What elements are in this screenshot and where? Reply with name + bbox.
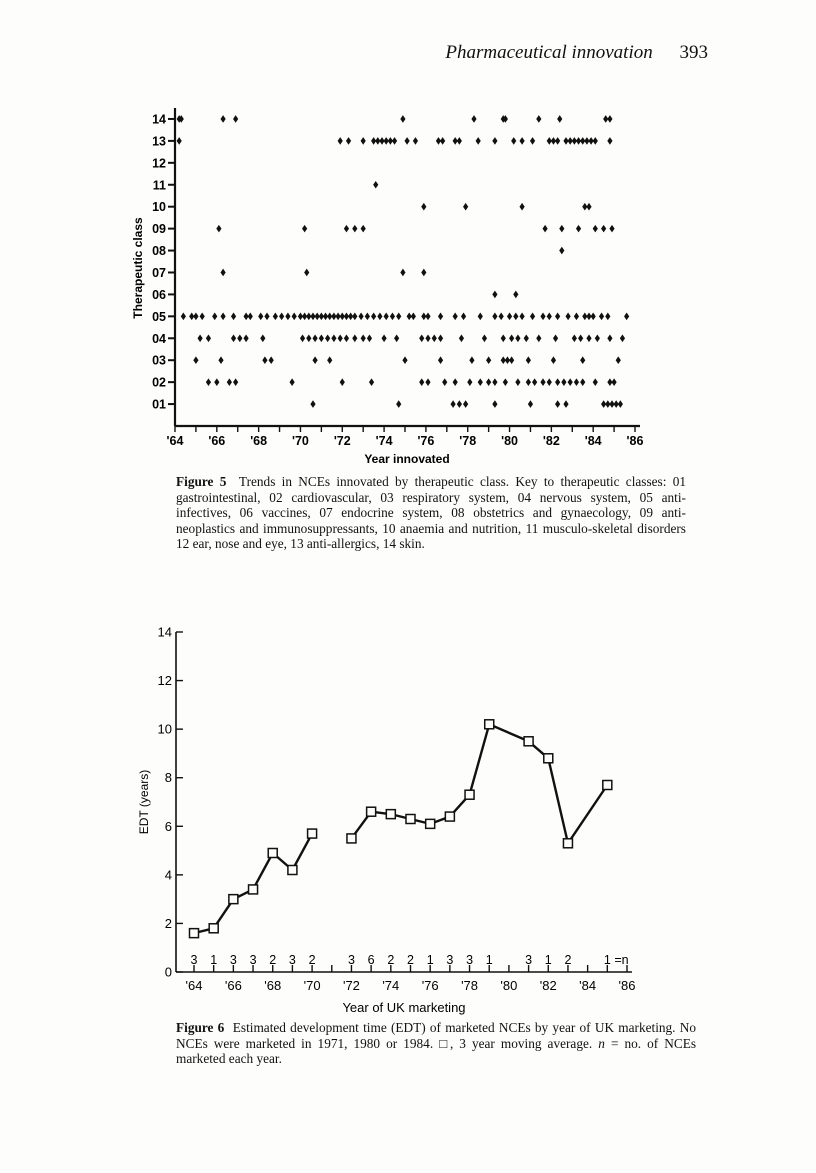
figure5-data-point: [601, 225, 606, 233]
figure5-data-point: [438, 313, 443, 321]
figure6-caption-n: n: [598, 1035, 605, 1051]
figure5-data-point: [390, 313, 395, 321]
figure5-data-point: [438, 356, 443, 364]
figure5-data-point: [593, 378, 598, 386]
figure5-data-point: [212, 313, 217, 321]
figure6-x-tick-label: '68: [264, 978, 282, 993]
figure5-data-point: [381, 334, 386, 342]
figure5-data-point: [361, 137, 366, 145]
figure5-data-point: [206, 378, 211, 386]
figure5-data-point: [425, 334, 430, 342]
figure5-data-point: [593, 137, 598, 145]
figure5-data-point: [536, 334, 541, 342]
figure6-n-label: 1: [485, 952, 493, 967]
figure5-y-tick-label: 07: [152, 265, 166, 280]
figure5-x-tick-label: '68: [250, 434, 268, 448]
figure5-data-point: [216, 225, 221, 233]
figure5-data-point: [338, 137, 343, 145]
figure5-data-point: [515, 378, 520, 386]
figure6-y-tick-label: 6: [164, 818, 172, 834]
figure5-data-point: [519, 313, 524, 321]
figure5-x-tick-label: '76: [417, 434, 435, 448]
figure6-data-point: [524, 737, 533, 746]
figure5-data-point: [193, 313, 198, 321]
figure5-data-point: [509, 356, 514, 364]
figure6-y-tick-label: 0: [164, 964, 172, 980]
figure6-caption-text-1: Estimated development time (EDT) of marketed NCEs by year of UK marketing. No NCEs were marketed in 1971, 1980 or 1984.: [176, 1020, 696, 1051]
figure5-data-point: [586, 334, 591, 342]
figure5-data-point: [338, 334, 343, 342]
figure5-data-point: [515, 334, 520, 342]
figure6-data-point: [367, 807, 376, 816]
figure6-x-tick-label: '70: [303, 978, 321, 993]
figure5-y-tick-label: 11: [152, 178, 166, 193]
figure5-data-point: [214, 378, 219, 386]
figure5-data-point: [540, 313, 545, 321]
figure6-x-tick-label: '64: [185, 978, 203, 993]
figure5-data-point: [580, 356, 585, 364]
figure5-data-point: [181, 313, 186, 321]
figure5-data-point: [373, 181, 378, 189]
figure5-data-point: [530, 313, 535, 321]
figure5-data-point: [344, 225, 349, 233]
figure5-data-point: [607, 137, 612, 145]
figure5-x-tick-label: '78: [459, 434, 477, 448]
figure5-data-point: [507, 313, 512, 321]
figure5-label: Figure 5: [176, 474, 227, 489]
figure6-y-tick-label: 10: [157, 721, 172, 737]
figure5-data-point: [231, 313, 236, 321]
figure5-data-point: [442, 378, 447, 386]
figure5-data-point: [292, 313, 297, 321]
figure5-data-point: [325, 334, 330, 342]
figure5-data-point: [220, 269, 225, 277]
figure5-y-tick-label: 06: [152, 287, 166, 302]
figure5-data-point: [553, 334, 558, 342]
figure5-data-point: [340, 378, 345, 386]
figure6-line-chart: [120, 620, 660, 1020]
figure5-data-point: [419, 378, 424, 386]
figure6-x-axis-label: Year of UK marketing: [342, 1000, 466, 1015]
figure5-data-point: [206, 334, 211, 342]
figure5-axes: [175, 108, 640, 426]
figure5-y-axis-label: Therapeutic class: [131, 217, 145, 319]
figure5-data-point: [607, 334, 612, 342]
figure5-data-point: [404, 137, 409, 145]
figure5-data-point: [419, 334, 424, 342]
figure5-data-point: [411, 313, 416, 321]
figure5-data-point: [459, 334, 464, 342]
figure5-data-point: [530, 137, 535, 145]
figure5-y-tick-label: 01: [152, 397, 166, 412]
figure6-data-point: [563, 839, 572, 848]
figure5-data-point: [492, 291, 497, 299]
figure5-x-axis-label: Year innovated: [364, 452, 450, 466]
figure6-n-label: 3: [347, 952, 355, 967]
square-icon: □: [439, 1035, 450, 1051]
figure5-data-point: [478, 313, 483, 321]
figure6-n-label: 2: [387, 952, 395, 967]
figure6-n-label: 3: [466, 952, 474, 967]
figure6-data-point: [603, 781, 612, 790]
figure5-data-point: [540, 378, 545, 386]
figure5-x-tick-label: '84: [584, 434, 602, 448]
figure6-y-axis-label: EDT (years): [137, 769, 151, 835]
figure5-data-point: [289, 378, 294, 386]
figure5-data-point: [264, 313, 269, 321]
figure6-data-point: [308, 829, 317, 838]
figure6-caption-text-3: = no. of NCEs marketed each year.: [176, 1035, 697, 1066]
figure6-data-point: [386, 810, 395, 819]
figure5-y-tick-label: 10: [152, 200, 166, 215]
figure5-data-point: [233, 115, 238, 123]
figure5-data-point: [361, 225, 366, 233]
figure6-x-tick-label: '78: [461, 978, 479, 993]
figure5-data-point: [457, 137, 462, 145]
figure6-x-tick-label: '84: [579, 978, 597, 993]
figure5-data-point: [609, 225, 614, 233]
figure5-data-point: [231, 334, 236, 342]
figure6-y-tick-label: 14: [157, 624, 172, 640]
figure5-data-point: [607, 115, 612, 123]
figure5-data-point: [450, 400, 455, 408]
figure5-data-point: [352, 334, 357, 342]
figure6-n-label: 1: [603, 952, 611, 967]
figure5-data-point: [367, 334, 372, 342]
figure5-data-point: [220, 115, 225, 123]
figure5-data-point: [304, 269, 309, 277]
figure6-data-point: [445, 812, 454, 821]
figure6-data-point: [190, 929, 199, 938]
figure5-data-point: [611, 378, 616, 386]
figure5-data-point: [469, 356, 474, 364]
figure5-data-point: [542, 225, 547, 233]
figure6-data-point: [288, 866, 297, 875]
figure5-data-point: [319, 334, 324, 342]
figure5-data-point: [279, 313, 284, 321]
figure5-data-point: [227, 378, 232, 386]
figure5-data-point: [243, 334, 248, 342]
figure5-data-point: [400, 269, 405, 277]
figure5-data-point: [565, 313, 570, 321]
figure5-data-point: [453, 313, 458, 321]
figure5-data-point: [352, 225, 357, 233]
figure5-data-point: [413, 137, 418, 145]
figure6-x-tick-label: '76: [421, 978, 439, 993]
figure5-x-tick-label: '86: [626, 434, 644, 448]
figure5-data-point: [513, 313, 518, 321]
figure5-data-point: [559, 247, 564, 255]
figure6-data-point: [406, 815, 415, 824]
figure5-data-point: [618, 400, 623, 408]
figure5-data-point: [396, 400, 401, 408]
figure5-data-point: [574, 313, 579, 321]
figure5-data-point: [557, 115, 562, 123]
figure6-y-tick-label: 4: [164, 867, 172, 883]
figure5-data-point: [559, 225, 564, 233]
figure5-data-point: [352, 313, 357, 321]
figure6-caption: [176, 1020, 696, 1067]
figure5-data-point: [620, 334, 625, 342]
figure5-data-point: [492, 313, 497, 321]
figure5-data-point: [547, 378, 552, 386]
figure5-y-tick-label: 08: [152, 244, 166, 259]
figure5-data-point: [461, 313, 466, 321]
figure6-data-point: [485, 720, 494, 729]
figure6-data-point: [209, 924, 218, 933]
figure6-y-tick-label: 2: [164, 915, 172, 931]
figure6-series-line: [194, 834, 312, 934]
figure5-data-point: [526, 356, 531, 364]
figure5-y-tick-label: 03: [152, 353, 166, 368]
figure5-data-point: [457, 400, 462, 408]
figure5-y-tick-label: 04: [152, 331, 166, 346]
figure5-data-point: [499, 313, 504, 321]
figure5-data-point: [599, 313, 604, 321]
figure5-x-tick-label: '66: [208, 434, 226, 448]
figure6-n-label: 3: [525, 952, 533, 967]
figure5-data-point: [331, 334, 336, 342]
figure5-data-point: [513, 291, 518, 299]
figure5-x-tick-label: '82: [542, 434, 560, 448]
figure5-data-point: [258, 313, 263, 321]
figure5-data-point: [193, 356, 198, 364]
figure6-label: Figure 6: [176, 1020, 225, 1035]
figure6-data-point: [465, 790, 474, 799]
figure6-x-tick-label: '74: [382, 978, 400, 993]
figure6-n-label: 6: [367, 952, 375, 967]
figure6-n-label: 2: [269, 952, 277, 967]
figure5-data-point: [519, 137, 524, 145]
figure6-y-tick-label: 12: [157, 673, 172, 689]
figure5-x-tick-label: '72: [333, 434, 351, 448]
figure5-data-point: [524, 334, 529, 342]
figure5-data-point: [273, 313, 278, 321]
figure5-data-point: [394, 334, 399, 342]
figure5-data-point: [361, 334, 366, 342]
figure5-data-point: [421, 269, 426, 277]
figure5-y-tick-label: 02: [152, 375, 166, 390]
figure5-x-tick-label: '74: [375, 434, 393, 448]
figure5-data-point: [369, 378, 374, 386]
figure5-data-point: [605, 313, 610, 321]
figure5-data-point: [574, 378, 579, 386]
figure5-data-point: [438, 334, 443, 342]
figure5-data-point: [616, 356, 621, 364]
figure6-x-tick-label: '80: [500, 978, 518, 993]
figure5-y-tick-label: 12: [152, 156, 166, 171]
figure5-y-tick-label: 13: [152, 134, 166, 149]
figure5-data-point: [492, 137, 497, 145]
figure5-data-point: [501, 334, 506, 342]
figure6-n-label: 3: [190, 952, 198, 967]
figure5-data-point: [476, 137, 481, 145]
figure5-data-point: [555, 400, 560, 408]
figure5-data-point: [371, 313, 376, 321]
figure5-data-point: [580, 378, 585, 386]
figure5-data-point: [453, 378, 458, 386]
figure6-n-label: 3: [229, 952, 237, 967]
figure5-data-point: [555, 313, 560, 321]
figure5-data-point: [591, 313, 596, 321]
figure5-data-point: [595, 334, 600, 342]
figure5-data-point: [218, 356, 223, 364]
figure5-data-point: [536, 115, 541, 123]
figure6-data-point: [229, 895, 238, 904]
figure6-x-tick-label: '72: [342, 978, 360, 993]
figure5-data-point: [400, 115, 405, 123]
figure6-y-tick-label: 8: [164, 770, 172, 786]
figure6-data-point: [268, 849, 277, 858]
figure5-data-point: [220, 313, 225, 321]
figure5-data-point: [425, 378, 430, 386]
figure5-y-tick-label: 09: [152, 222, 166, 237]
figure5-data-point: [563, 400, 568, 408]
figure6-n-label: 1: [544, 952, 552, 967]
figure5-data-point: [310, 400, 315, 408]
figure5-data-point: [503, 378, 508, 386]
figure6-series-line: [351, 724, 607, 843]
figure5-data-point: [492, 378, 497, 386]
figure5-data-point: [327, 356, 332, 364]
figure5-data-point: [425, 313, 430, 321]
figure6-data-point: [544, 754, 553, 763]
figure5-data-point: [421, 203, 426, 211]
figure5-data-point: [528, 400, 533, 408]
figure5-data-point: [593, 225, 598, 233]
figure5-data-point: [237, 334, 242, 342]
figure5-x-tick-label: '70: [292, 434, 309, 448]
figure5-data-point: [312, 334, 317, 342]
figure5-data-point: [365, 313, 370, 321]
figure5-data-point: [578, 334, 583, 342]
running-header: [445, 42, 708, 64]
figure5-data-point: [306, 334, 311, 342]
figure6-axes: [176, 632, 632, 972]
figure5-caption: [176, 474, 686, 552]
figure5-data-point: [233, 378, 238, 386]
figure5-data-point: [269, 356, 274, 364]
figure5-data-point: [547, 313, 552, 321]
figure5-data-point: [440, 137, 445, 145]
figure6-n-label: 1: [426, 952, 434, 967]
page-number: 393: [679, 42, 708, 63]
figure5-data-point: [432, 334, 437, 342]
figure5-data-point: [463, 400, 468, 408]
figure5-data-point: [346, 137, 351, 145]
figure6-n-label: 3: [249, 952, 257, 967]
figure6-data-point: [347, 834, 356, 843]
figure5-data-point: [248, 313, 253, 321]
figure6-caption-text-2: , 3 year moving average.: [449, 1035, 593, 1051]
figure5-data-point: [197, 334, 202, 342]
figure5-y-tick-label: 05: [152, 309, 166, 324]
figure6-n-label: 3: [446, 952, 454, 967]
figure5-data-point: [200, 313, 205, 321]
figure5-data-point: [377, 313, 382, 321]
figure6-n-label: 3: [288, 952, 296, 967]
figure6-n-label: 1: [210, 952, 218, 967]
figure6-n-label: 2: [564, 952, 572, 967]
figure5-scatter-chart: [120, 88, 660, 468]
figure5-data-point: [519, 203, 524, 211]
figure5-data-point: [509, 334, 514, 342]
figure5-data-point: [177, 137, 182, 145]
figure5-data-point: [486, 356, 491, 364]
figure5-y-tick-label: 14: [152, 112, 166, 127]
figure5-data-point: [471, 115, 476, 123]
figure6-data-point: [249, 885, 258, 894]
figure6-x-tick-label: '66: [224, 978, 242, 993]
figure5-data-point: [467, 378, 472, 386]
figure5-data-point: [586, 203, 591, 211]
figure6-x-tick-label: '86: [618, 978, 636, 993]
figure5-data-point: [392, 137, 397, 145]
figure5-data-point: [526, 378, 531, 386]
figure5-data-point: [555, 378, 560, 386]
figure5-x-tick-label: '64: [166, 434, 184, 448]
figure5-data-point: [572, 334, 577, 342]
figure5-data-point: [576, 225, 581, 233]
figure6-x-tick-label: '82: [539, 978, 557, 993]
figure5-data-point: [561, 378, 566, 386]
figure5-data-point: [532, 378, 537, 386]
figure5-data-point: [285, 313, 290, 321]
figure5-data-point: [262, 356, 267, 364]
figure5-data-point: [312, 356, 317, 364]
figure5-data-point: [402, 356, 407, 364]
figure5-data-point: [300, 334, 305, 342]
figure5-data-point: [384, 313, 389, 321]
figure5-data-point: [463, 203, 468, 211]
figure5-data-point: [555, 137, 560, 145]
figure5-data-point: [511, 137, 516, 145]
figure6-data-point: [426, 819, 435, 828]
figure5-data-point: [486, 378, 491, 386]
figure5-data-point: [551, 356, 556, 364]
running-title: Pharmaceutical innovation: [445, 42, 653, 63]
figure5-data-point: [568, 378, 573, 386]
figure5-data-point: [624, 313, 629, 321]
figure5-data-point: [396, 313, 401, 321]
figure5-data-point: [260, 334, 265, 342]
figure6-n-label: 2: [407, 952, 414, 967]
figure5-data-point: [482, 334, 487, 342]
figure5-data-point: [478, 378, 483, 386]
figure5-data-point: [344, 334, 349, 342]
figure5-x-tick-label: '80: [501, 434, 518, 448]
figure5-data-point: [358, 313, 363, 321]
figure5-data-point: [492, 400, 497, 408]
figure6-n-suffix: =n: [614, 952, 629, 967]
figure5-caption-text: Trends in NCEs innovated by therapeutic class. Key to therapeutic classes: 01 gastrointestinal, 02 cardiovascular, 03 respiratory system, 04 nervous system, 05 anti-infectives, 06 vaccines, 07 endocrine system, 08 obstetrics and gynaecology, 09 anti-neoplastics and immunosuppressants, 10 anaemia and nutrition, 11 musculo-skeletal disorders 12 ear, nose and eye, 13 anti-allergics, 14 skin.: [176, 474, 686, 551]
figure6-n-label: 2: [308, 952, 316, 967]
figure5-data-point: [302, 225, 307, 233]
